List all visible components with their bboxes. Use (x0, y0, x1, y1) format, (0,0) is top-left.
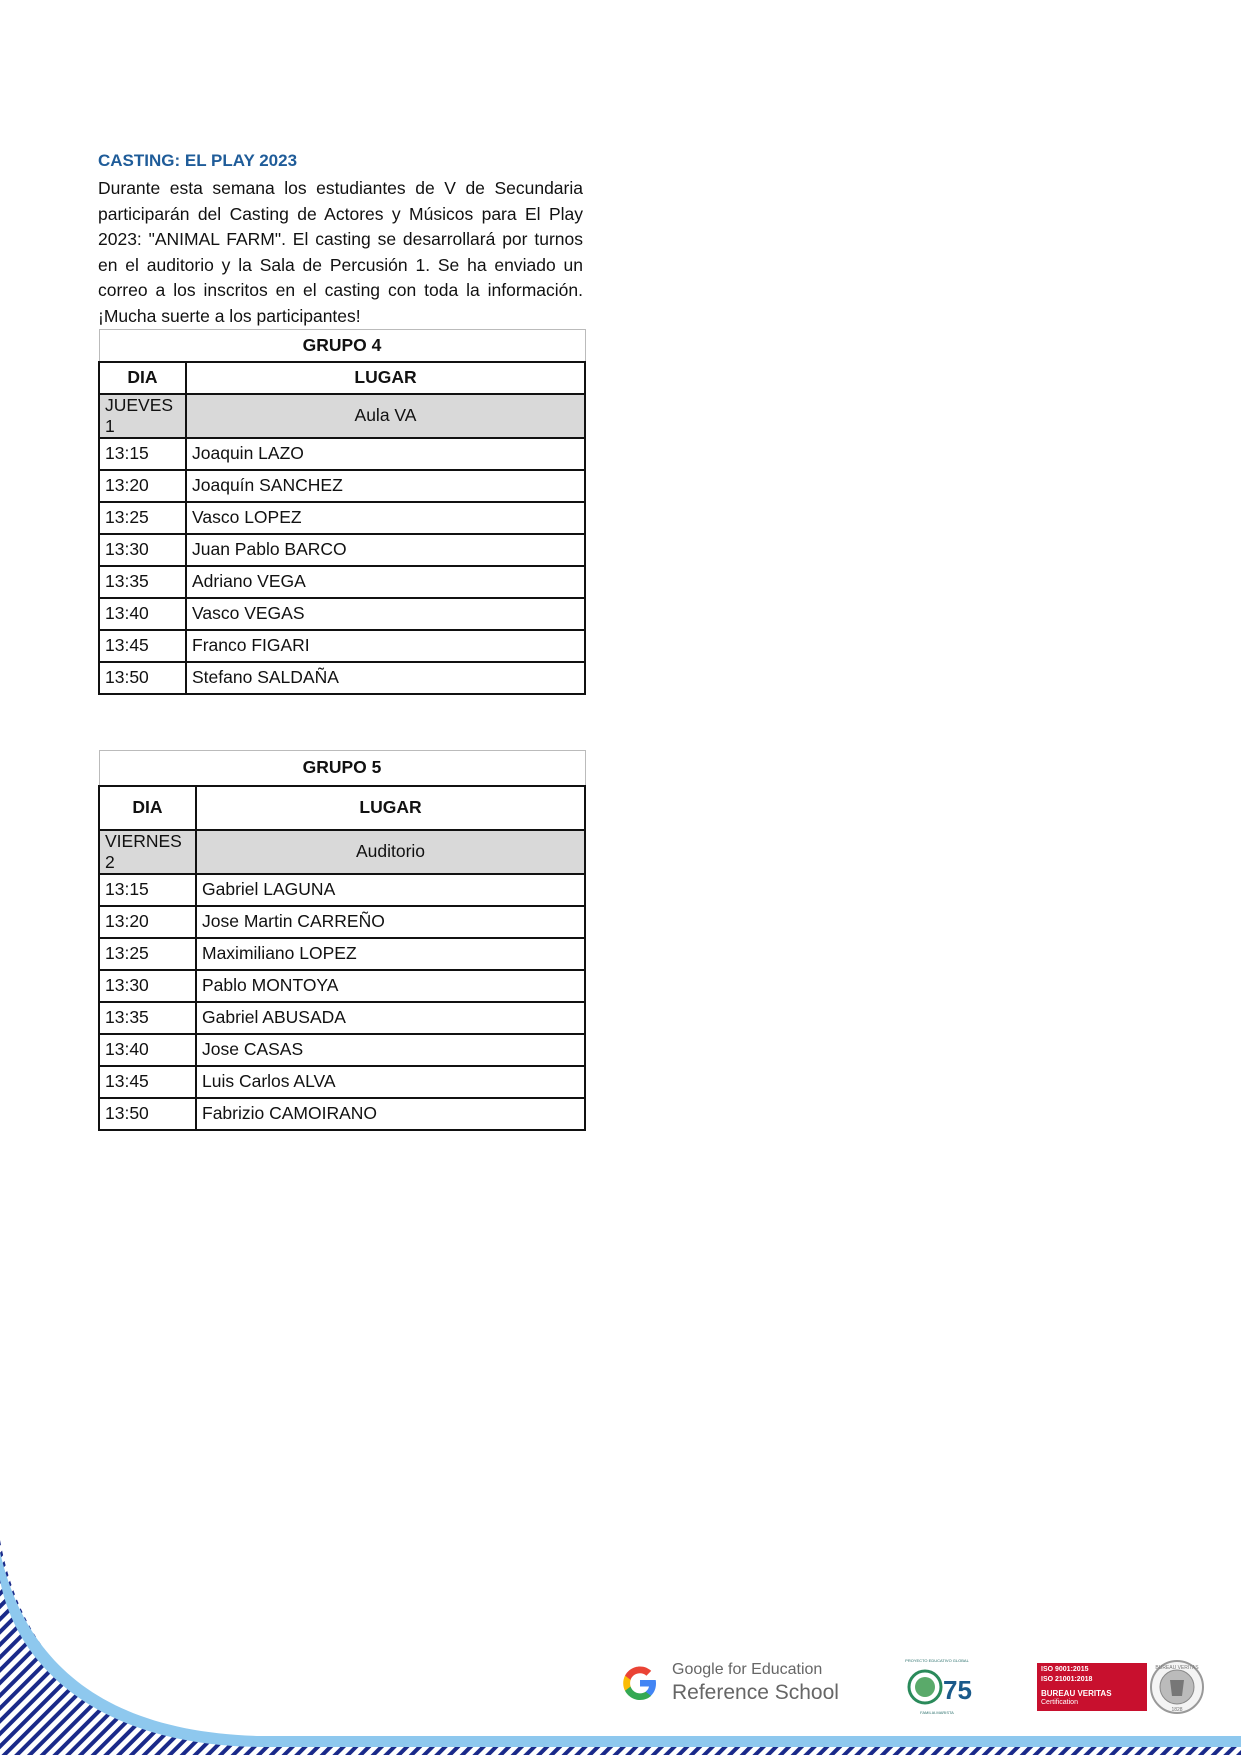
name-cell: Pablo MONTOYA (196, 970, 585, 1002)
name-cell: Gabriel LAGUNA (196, 874, 585, 906)
name-cell: Franco FIGARI (186, 630, 585, 662)
time-cell: 13:15 (99, 874, 196, 906)
table-row (99, 502, 585, 534)
table-row (99, 630, 585, 662)
place-cell: Auditorio (196, 830, 585, 874)
svg-text:75: 75 (943, 1675, 972, 1705)
column-header-day: DIA (99, 786, 196, 830)
time-cell: 13:50 (99, 1098, 196, 1130)
table-row (99, 874, 585, 906)
time-cell: 13:35 (99, 1002, 196, 1034)
group-4-table (98, 329, 586, 695)
day-cell: VIERNES 2 (99, 830, 196, 874)
table-row (99, 534, 585, 566)
name-cell: Stefano SALDAÑA (186, 662, 585, 694)
table-row (99, 1066, 585, 1098)
table-row (99, 1002, 585, 1034)
column-header-place: LUGAR (196, 786, 585, 830)
bv-seal-year: 1828 (1171, 1707, 1183, 1713)
table-row (99, 438, 585, 470)
column-header-day: DIA (99, 362, 186, 394)
table-row (99, 598, 585, 630)
time-cell: 13:20 (99, 906, 196, 938)
time-cell: 13:30 (99, 534, 186, 566)
globe-caption-top: PROYECTO EDUCATIVO GLOBAL (905, 1658, 969, 1663)
time-cell: 13:50 (99, 662, 186, 694)
page-title: CASTING: EL PLAY 2023 (98, 151, 298, 170)
time-cell: 13:25 (99, 502, 186, 534)
time-cell: 13:40 (99, 1034, 196, 1066)
time-cell: 13:45 (99, 630, 186, 662)
bv-iso-9001: ISO 9001:2015 (1041, 1666, 1089, 1673)
table-row (99, 970, 585, 1002)
column-header-place: LUGAR (186, 362, 585, 394)
time-cell: 13:20 (99, 470, 186, 502)
table-row (99, 566, 585, 598)
time-cell: 13:30 (99, 970, 196, 1002)
time-cell: 13:40 (99, 598, 186, 630)
google-for-education-logo (620, 1660, 839, 1706)
table-row (99, 906, 585, 938)
name-cell: Joaquín SANCHEZ (186, 470, 585, 502)
google-line-2: Reference School (672, 1681, 839, 1704)
table-row (99, 1034, 585, 1066)
group-title: GRUPO 5 (99, 751, 585, 786)
name-cell: Luis Carlos ALVA (196, 1066, 585, 1098)
google-line-1: Google for Education (672, 1661, 823, 1678)
name-cell: Fabrizio CAMOIRANO (196, 1098, 585, 1130)
proyecto-educativo-global-logo (897, 1657, 977, 1717)
bureau-veritas-logo (1037, 1660, 1199, 1714)
google-g-icon (620, 1663, 660, 1703)
name-cell: Juan Pablo BARCO (186, 534, 585, 566)
table-row (99, 470, 585, 502)
table-row (99, 938, 585, 970)
intro-paragraph: Durante esta semana los estudiantes de V de Secundaria participarán del Casting de Actores y Músicos para El Play 2023: "ANIMAL FARM". El casting se desarrollará por turnos en el auditorio y la Sala de Percusión 1. Se ha enviado un correo a los inscritos en el casting con toda la información. ¡Mucha suerte a los participantes! (98, 178, 583, 326)
name-cell: Jose Martin CARREÑO (196, 906, 585, 938)
name-cell: Gabriel ABUSADA (196, 1002, 585, 1034)
group-title: GRUPO 4 (99, 330, 585, 362)
bv-seal-text: BUREAU VERITAS (1155, 1665, 1199, 1671)
table-row (99, 1098, 585, 1130)
name-cell: Vasco LOPEZ (186, 502, 585, 534)
day-cell: JUEVES 1 (99, 394, 186, 438)
time-cell: 13:45 (99, 1066, 196, 1098)
table-row (99, 662, 585, 694)
name-cell: Joaquin LAZO (186, 438, 585, 470)
time-cell: 13:15 (99, 438, 186, 470)
group-5-table (98, 750, 586, 1131)
footer-wave-decoration (0, 1540, 1241, 1755)
bv-name: BUREAU VERITAS (1041, 1689, 1112, 1698)
bv-seal-icon (1150, 1660, 1204, 1714)
bv-iso-21001: ISO 21001:2018 (1041, 1676, 1093, 1683)
name-cell: Vasco VEGAS (186, 598, 585, 630)
name-cell: Jose CASAS (196, 1034, 585, 1066)
bv-certification: Certification (1041, 1699, 1078, 1706)
name-cell: Maximiliano LOPEZ (196, 938, 585, 970)
place-cell: Aula VA (186, 394, 585, 438)
name-cell: Adriano VEGA (186, 566, 585, 598)
globe-caption-bottom: FAMILIA MARISTA (920, 1710, 954, 1715)
time-cell: 13:35 (99, 566, 186, 598)
bv-certification-box (1037, 1663, 1147, 1711)
time-cell: 13:25 (99, 938, 196, 970)
